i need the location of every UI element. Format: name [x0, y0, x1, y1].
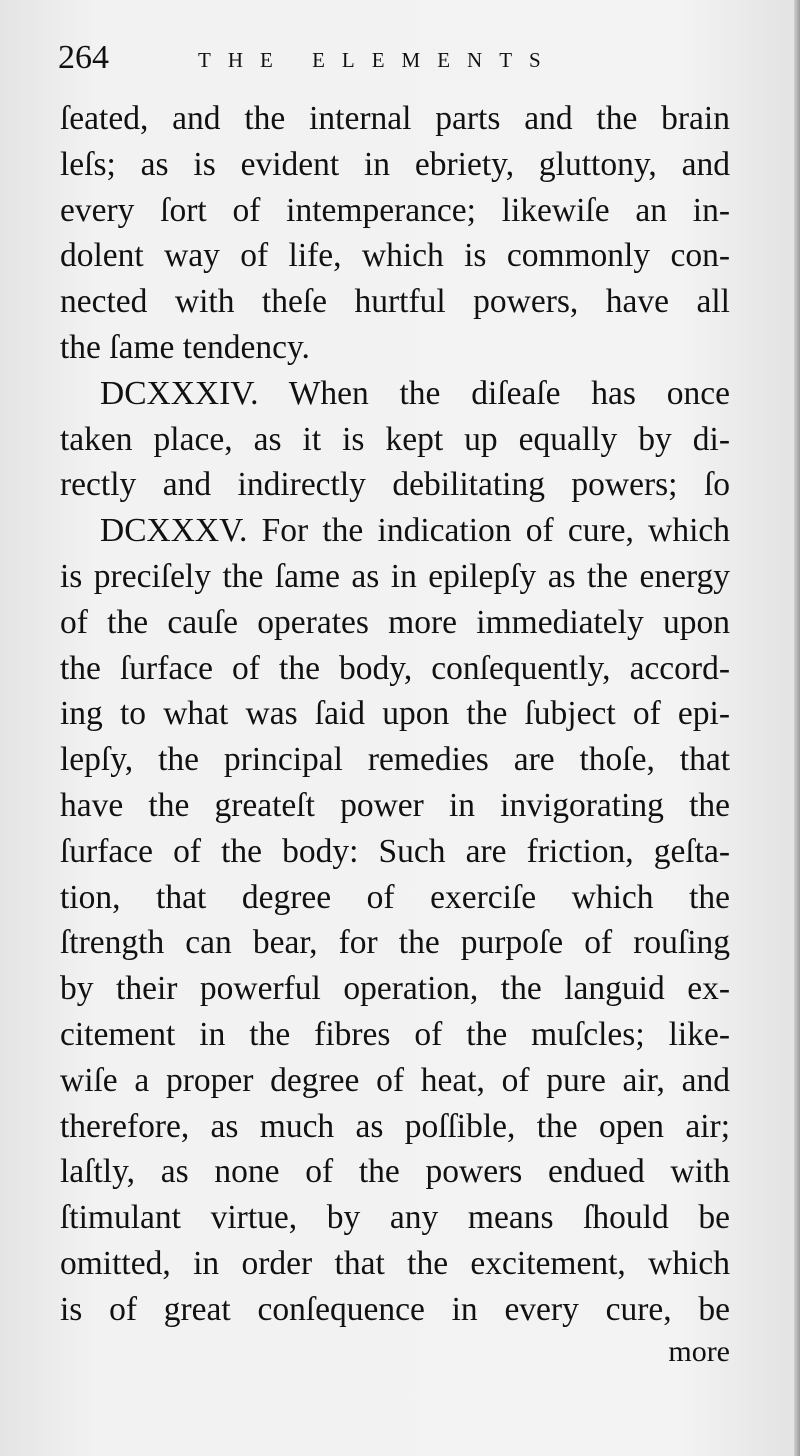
text-line: the ſurface of the body, conſequently, accord- [60, 649, 730, 687]
text-line: leſs; as is evident in ebriety, gluttony, and [60, 145, 730, 183]
paragraph-start-dcxxxv: DCXXXV. For the indication of cure, which [100, 512, 730, 550]
text-line: citement in the fibres of the muſcles; like- [60, 1015, 730, 1053]
page-header [58, 36, 738, 80]
text-line: is preciſely the ſame as in epilepſy as the energy [60, 557, 730, 595]
text-line: tion, that degree of exerciſe which the [60, 878, 730, 916]
running-head: THE ELEMENTS [198, 48, 558, 72]
text-line: therefore, as much as poſſible, the open air; [60, 1107, 730, 1145]
page-edge-shadow [794, 0, 800, 1456]
body-text [60, 96, 730, 1333]
text-line: nected with theſe hurtful powers, have all [60, 283, 730, 321]
text-line: ſurface of the body: Such are friction, geſta- [60, 832, 730, 870]
text-line: the ſame tendency. [60, 328, 310, 366]
text-line: laſtly, as none of the powers endued with [60, 1153, 730, 1191]
text-line: lepſy, the principal remedies are thoſe, that [60, 741, 730, 779]
text-line: wiſe a proper degree of heat, of pure air, and [60, 1061, 730, 1099]
text-line: by their powerful operation, the languid ex- [60, 970, 730, 1008]
text-line: dolent way of life, which is commonly con- [60, 237, 730, 275]
text-line: ing to what was ſaid upon the ſubject of epi- [60, 695, 730, 733]
text-line: rectly and indirectly debilitating powers; ſo [60, 466, 730, 504]
text-line: ſtimulant virtue, by any means ſhould be [60, 1199, 730, 1237]
text-line: taken place, as it is kept up equally by di- [60, 420, 730, 458]
text-line: omitted, in order that the excitement, which [60, 1244, 730, 1282]
paragraph-start-dcxxxiv: DCXXXIV. When the diſeaſe has once [100, 374, 730, 412]
page-number: 264 [58, 39, 109, 76]
text-line: is of great conſequence in every cure, be [60, 1290, 730, 1328]
text-line: of the cauſe operates more immediately upon [60, 603, 730, 641]
text-line: ſtrength can bear, for the purpoſe of rouſing [60, 924, 730, 962]
text-line: have the greateſt power in invigorating the [60, 786, 730, 824]
page-footer [60, 1332, 730, 1372]
text-line: ſeated, and the internal parts and the brain [60, 100, 730, 137]
catchword: more [668, 1335, 730, 1368]
text-line: every ſort of intemperance; likewiſe an in- [60, 191, 730, 229]
